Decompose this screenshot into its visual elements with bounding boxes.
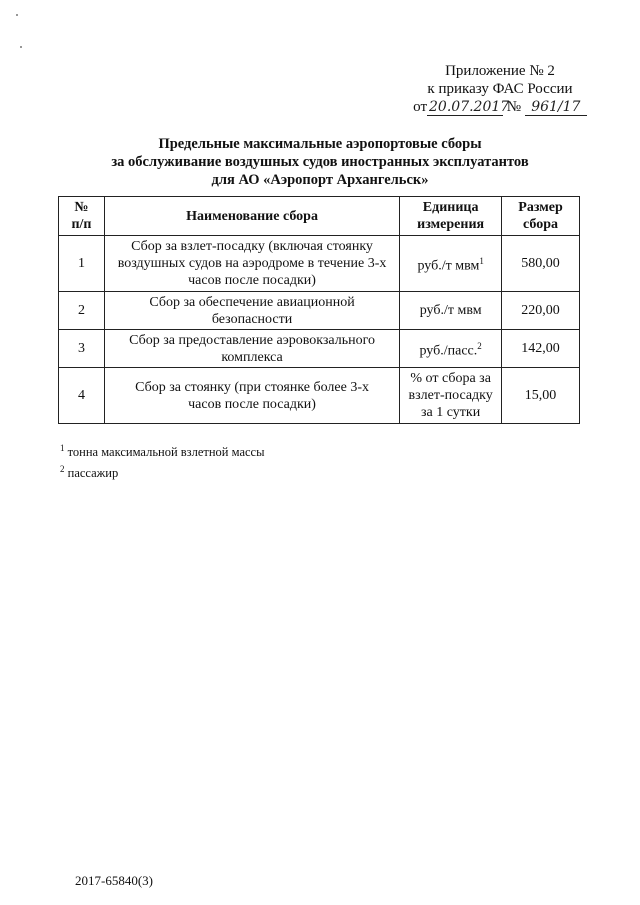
appendix-order-ref: к приказу ФАС России [427,81,573,97]
row-unit: руб./т мвм$^1$ [400,236,502,292]
handwritten-number: 961/17 [525,99,587,116]
row-num: 2 [59,292,105,330]
row-unit: % от сбора за взлет-посадку за 1 сутки [400,368,502,424]
row-name: Сбор за обеспечение авиационной безопасности [104,292,399,330]
table-row [59,330,580,368]
header-num: № п/п [59,197,105,236]
title-line-1: Предельные максимальные аэропортовые сборы [158,136,482,152]
footnote-item: $^2$ пассажир [60,464,119,481]
header-unit: Единица измерения [400,197,502,236]
row-size: 15,00 [502,368,580,424]
row-size: 580,00 [502,236,580,292]
row-size: 142,00 [502,330,580,368]
row-unit: руб./т мвм [400,292,502,330]
row-num: 3 [59,330,105,368]
footnote-ref: 2 [477,340,482,351]
number-label: № [506,99,522,115]
footnote-item: $^1$ тонна максимальной взлетной массы [60,443,265,460]
title-line-2: за обслуживание воздушных судов иностранных эксплуатантов [111,154,529,170]
header-name: Наименование сбора [104,197,399,236]
footnotes [60,440,264,482]
from-label: от [413,99,428,115]
row-unit: руб./пасс.$^2$ [400,330,502,368]
footnote-ref: 1 [479,255,484,266]
header-size: Размер сбора [502,197,580,236]
row-name: Сбор за взлет-посадку (включая стоянку воздушных судов на аэродроме в течение 3-х часов после посадки) [104,236,399,292]
fees-table [58,196,580,424]
appendix-date-number [400,98,600,116]
row-size: 220,00 [502,292,580,330]
document-title [60,135,580,189]
table-row [59,292,580,330]
table-header-row [59,197,580,236]
row-num: 4 [59,368,105,424]
table-row [59,236,580,292]
document-number: 2017-65840(3) [75,873,153,888]
appendix-title: Приложение № 2 [445,63,555,79]
handwritten-date: 20.07.2017 [429,99,510,115]
row-num: 1 [59,236,105,292]
row-name: Сбор за стоянку (при стоянке более 3-х часов после посадки) [104,368,399,424]
table-row [59,368,580,424]
title-line-3: для АО «Аэропорт Архангельск» [211,172,429,188]
row-name: Сбор за предоставление аэровокзального комплекса [104,330,399,368]
appendix-block [400,62,600,116]
